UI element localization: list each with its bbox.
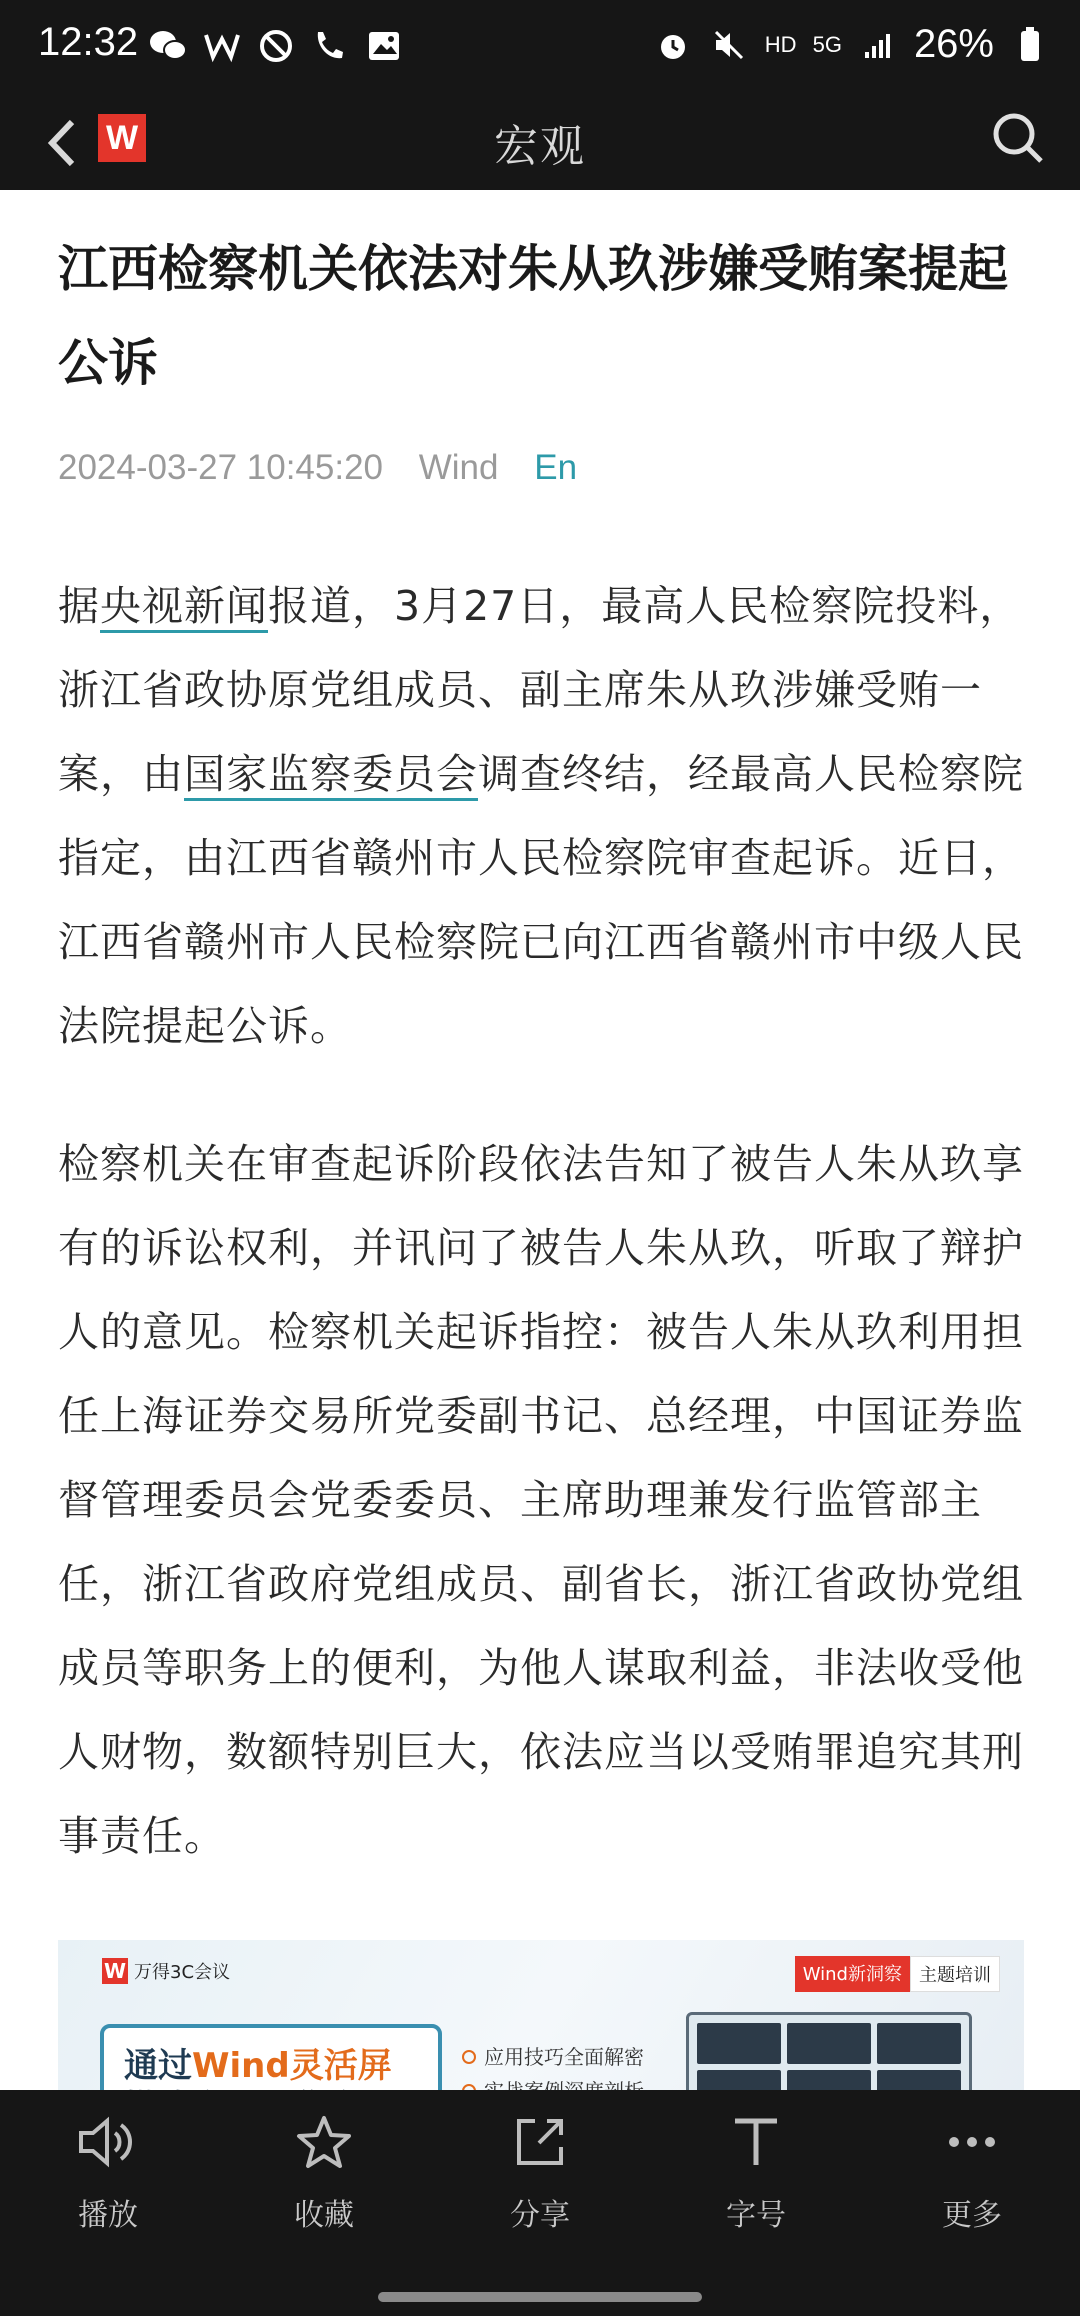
blocked-icon <box>256 26 296 66</box>
ad-bullet-1: 应用技巧全面解密 <box>462 2040 644 2074</box>
ad-tag-2: 主题培训 <box>910 1956 1000 1992</box>
font-size-icon <box>686 2108 826 2176</box>
more-label: 更多 <box>942 2198 1002 2233</box>
ad-screen <box>877 2023 961 2064</box>
article <box>58 190 1024 1878</box>
bullet-dot-icon <box>462 2050 476 2064</box>
ad-tag-1: Wind新洞察 <box>795 1956 910 1992</box>
network-indicator: 5G <box>812 31 842 57</box>
battery-percent: 26% <box>913 22 994 66</box>
ad-screen <box>697 2023 781 2064</box>
ad-screen <box>787 2023 871 2064</box>
status-time: 12:32 <box>38 20 139 64</box>
w-icon <box>202 26 242 66</box>
mute-icon <box>709 25 749 65</box>
article-paragraph-1 <box>58 564 1024 1068</box>
share-button[interactable] <box>470 2108 610 2234</box>
status-right <box>653 22 1050 67</box>
article-headline: 江西检察机关依法对朱从玖涉嫌受贿案提起公诉 <box>58 240 1008 392</box>
wechat-icon <box>148 26 188 66</box>
ad-logo <box>102 1958 230 1984</box>
ad-headline-1a: 通过 <box>124 2046 192 2086</box>
signal-icon <box>858 25 898 65</box>
share-icon <box>470 2108 610 2176</box>
alarm-icon <box>653 25 693 65</box>
star-icon <box>254 2108 394 2176</box>
ad-logo-text: 万得3C会议 <box>134 1962 231 1983</box>
home-indicator[interactable] <box>378 2292 702 2302</box>
more-button[interactable] <box>902 2108 1042 2234</box>
share-label: 分享 <box>510 2198 570 2233</box>
font-size-label: 字号 <box>726 2198 786 2233</box>
bottom-toolbar <box>0 2090 1080 2316</box>
ad-tag <box>795 1956 1000 1992</box>
page-title: 宏观 <box>494 121 586 172</box>
font-size-button[interactable] <box>686 2108 826 2234</box>
wifi-call-icon <box>310 26 350 66</box>
wind-logo: W <box>98 114 146 162</box>
article-source: Wind <box>418 448 499 487</box>
p1-text-c: 调查终结，经最高人民检察院指定，由江西省赣州市人民检察院审查起诉。近日，江西省赣州市人民检察院已向江西省赣州市中级人民法院提起公诉。 <box>58 750 1024 1050</box>
favorite-label: 收藏 <box>294 2198 354 2233</box>
search-icon <box>990 110 1046 166</box>
article-meta <box>58 448 1024 488</box>
app-bar <box>0 96 1080 190</box>
image-icon <box>364 26 404 66</box>
play-label: 播放 <box>78 2198 138 2233</box>
article-paragraph-2: 检察机关在审查起诉阶段依法告知了被告人朱从玖享有的诉讼权利，并讯问了被告人朱从玖，听取了辩护人的意见。检察机关起诉指控：被告人朱从玖利用担任上海证券交易所党委副书记、总经理，中国证券监督管理委员会党委委员、主席助理兼发行监管部主任，浙江省政府党组成员、副省长，浙江省政协党组成员等职务上的便利，为他人谋取利益，非法收受他人财物，数额特别巨大，依法应当以受贿罪追究其刑事责任。 <box>58 1140 1024 1860</box>
p1-text-a: 据 <box>58 582 100 630</box>
ad-banner[interactable] <box>58 1940 1024 2090</box>
status-left-icons <box>148 26 404 66</box>
hd-indicator: HD <box>764 31 797 57</box>
more-icon <box>902 2108 1042 2176</box>
nsc-link[interactable]: 国家监察委员会 <box>184 750 478 801</box>
speaker-icon <box>38 2108 178 2176</box>
p1-text-b: 报道，3月27日，最高人民检察院投料，浙江省政协原党组成员、副主席朱从玖涉嫌受贿一案，由 <box>58 582 1022 798</box>
battery-icon <box>1010 25 1050 65</box>
ad-logo-w: W <box>103 1959 127 1983</box>
status-bar <box>0 0 1080 96</box>
english-toggle[interactable]: En <box>534 448 578 487</box>
play-button[interactable] <box>38 2108 178 2234</box>
favorite-button[interactable] <box>254 2108 394 2234</box>
ad-headline-1b: Wind灵活屏 <box>192 2046 392 2086</box>
article-date: 2024-03-27 10:45:20 <box>58 448 383 487</box>
cctv-news-link[interactable]: 央视新闻 <box>100 582 268 633</box>
search-button[interactable] <box>988 108 1048 168</box>
